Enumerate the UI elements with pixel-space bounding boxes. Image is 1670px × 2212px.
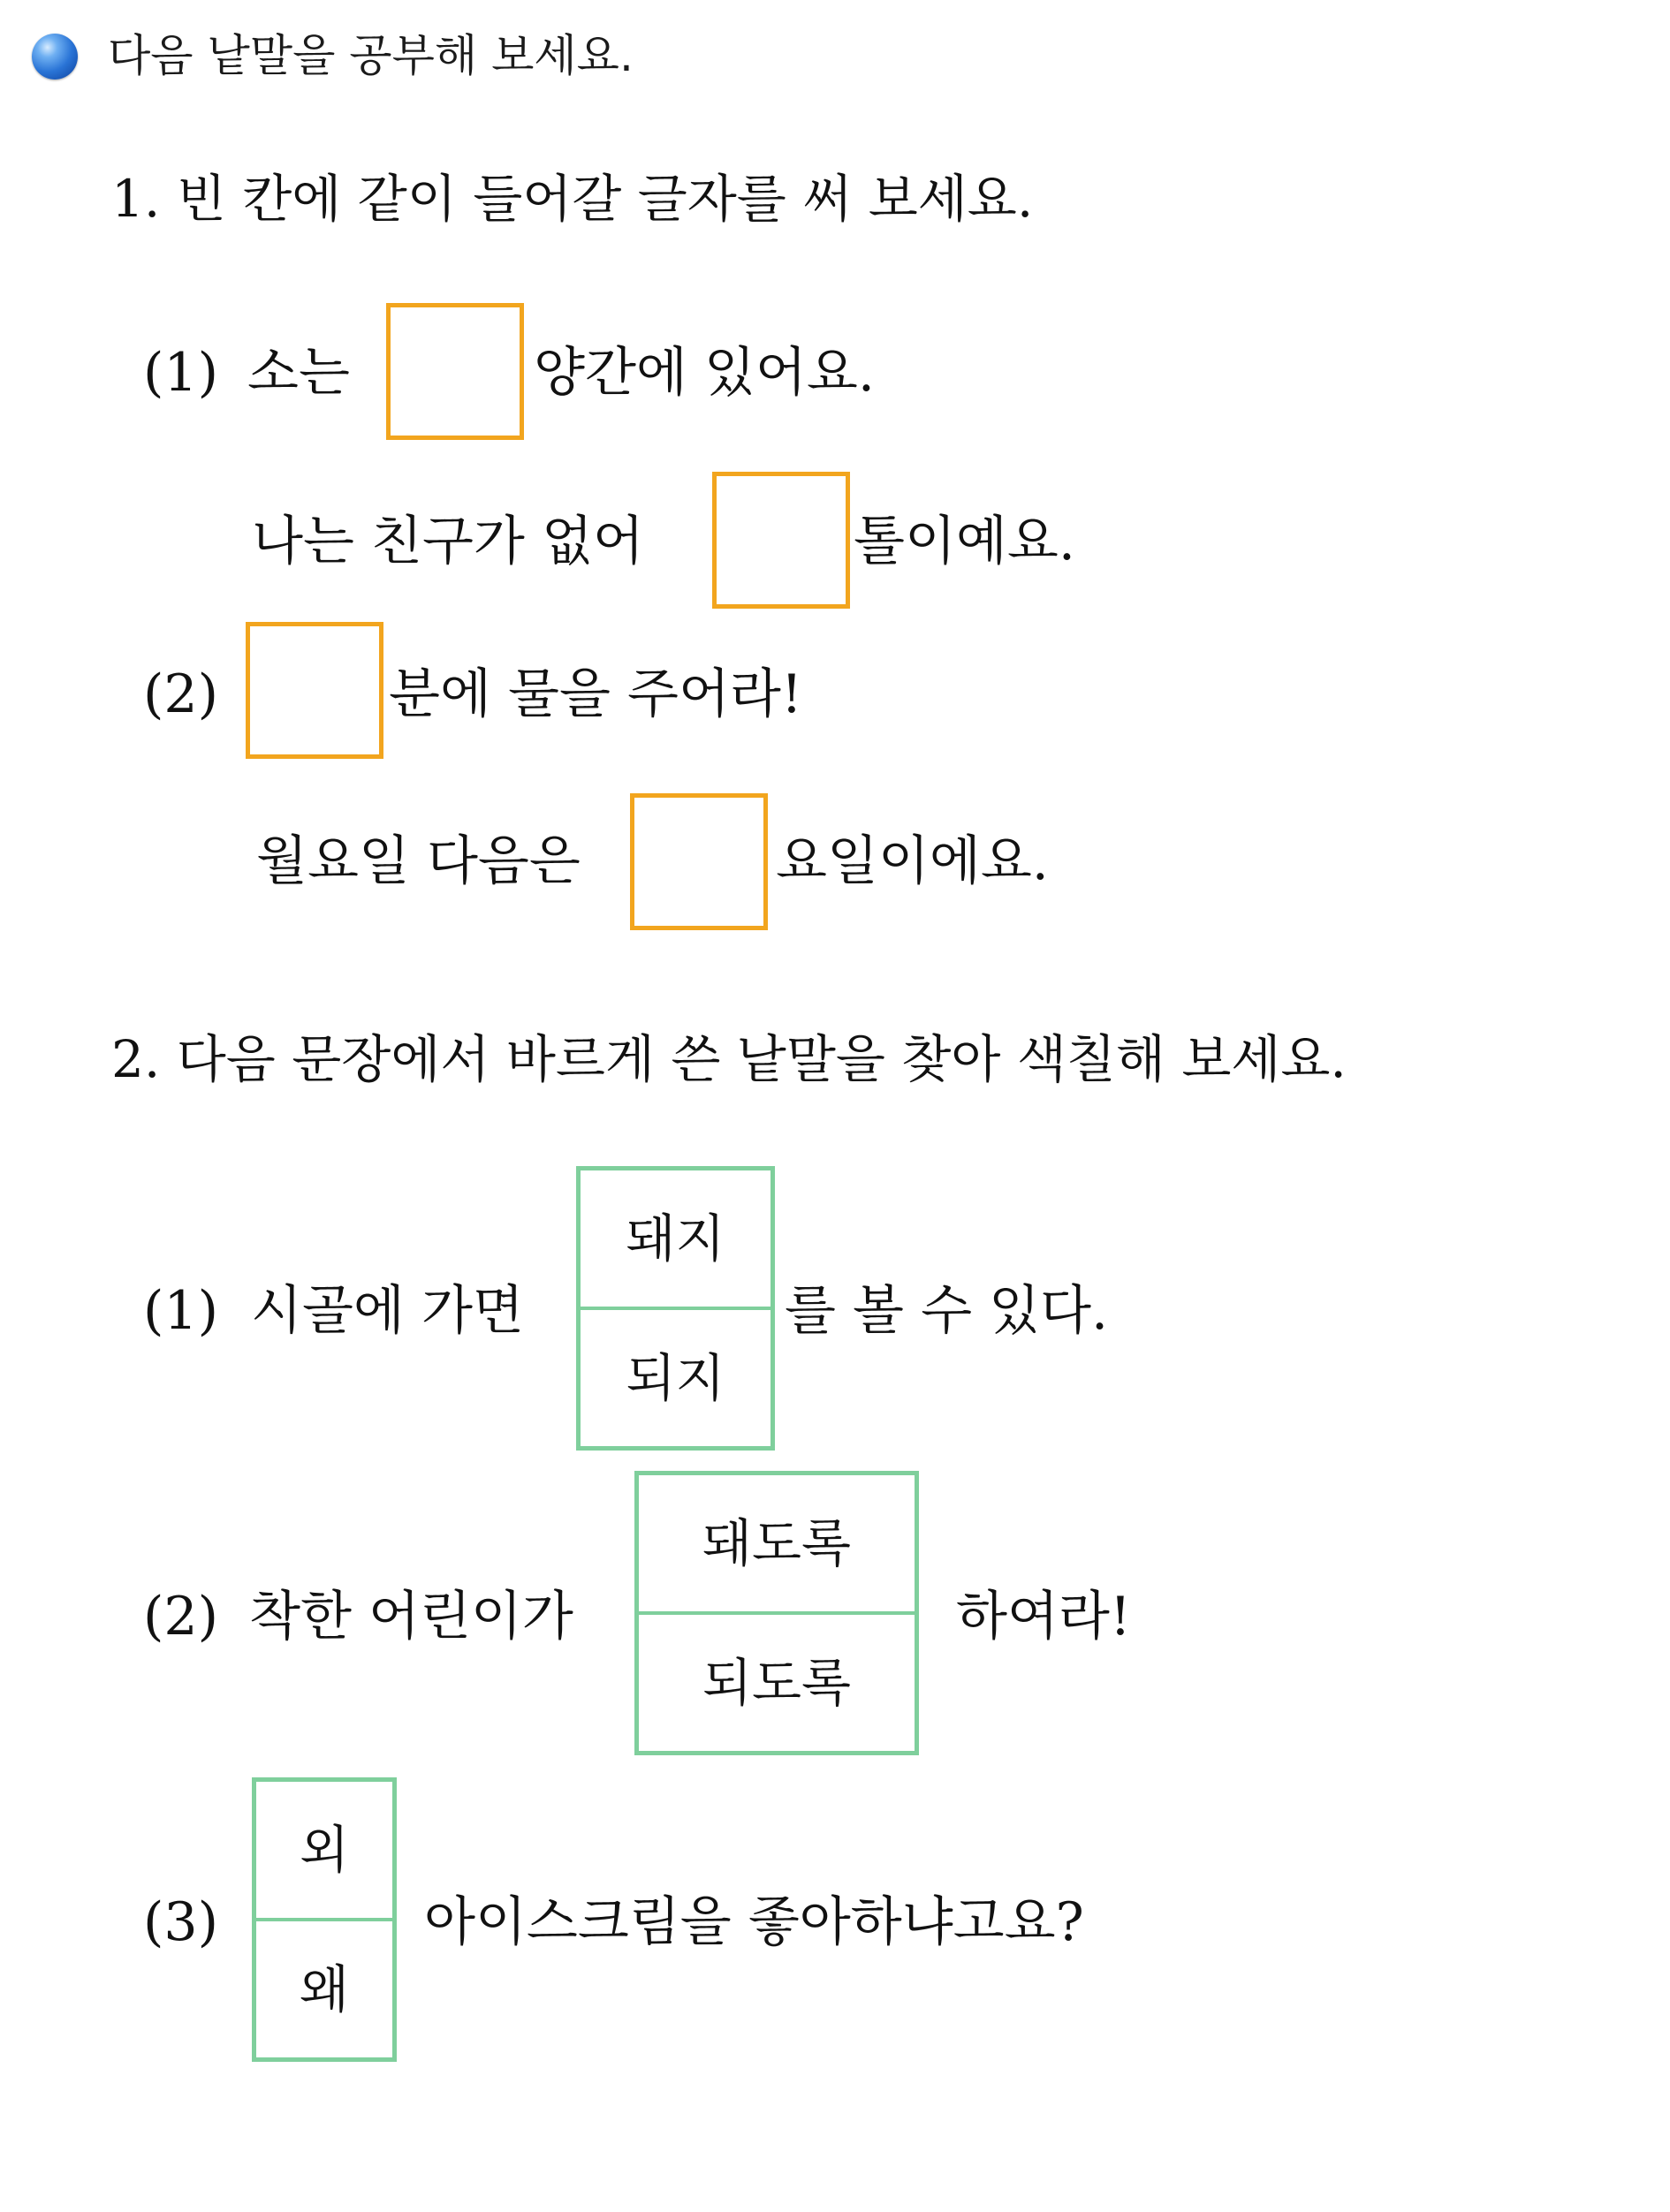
q2-item-3-number: (3) (143, 1891, 218, 1953)
q2-item-2-option-1[interactable]: 돼도록 (639, 1475, 915, 1613)
q2-item-1-option-2[interactable]: 되지 (581, 1308, 770, 1446)
q1-item-1-line1-before: 소는 (247, 342, 350, 404)
q2-item-2-option-2[interactable]: 되도록 (639, 1613, 915, 1751)
bullet-icon (32, 34, 78, 80)
q1-item-2-number: (2) (143, 663, 218, 725)
q2-item-1-number: (1) (143, 1280, 218, 1342)
q2-item-2-before: 착한 어린이가 (249, 1586, 573, 1648)
q1-item-2-line1-after: 분에 물을 주어라! (389, 663, 802, 725)
q2-item-2-number: (2) (143, 1586, 218, 1648)
q2-item-3-option-2[interactable]: 왜 (256, 1920, 392, 2057)
q1-item-1-line2-after: 톨이예요. (854, 511, 1075, 572)
q2-item-3-option-1[interactable]: 외 (256, 1782, 392, 1920)
q1-item-1-line1-after: 양간에 있어요. (534, 342, 875, 404)
instruction-header: 다음 낱말을 공부해 보세요. (108, 30, 634, 81)
q1-item-1-number: (1) (143, 342, 218, 404)
q2-item-2-after: 하여라! (956, 1586, 1131, 1648)
q1-item-2-blank-2[interactable] (630, 793, 768, 930)
q1-item-2-line2-after: 요일이에요. (776, 830, 1049, 892)
question-1-title: 1. 빈 칸에 같이 들어갈 글자를 써 보세요. (111, 169, 1034, 229)
q2-item-1-before: 시골에 가면 (251, 1280, 524, 1342)
q1-item-1-line2-before: 나는 친구가 없어 (252, 511, 644, 572)
q2-item-3-after: 아이스크림을 좋아하냐고요? (424, 1891, 1084, 1953)
q2-item-2-choice-box (634, 1471, 919, 1755)
question-2-title: 2. 다음 문장에서 바르게 쓴 낱말을 찾아 색칠해 보세요. (111, 1029, 1347, 1089)
q1-item-1-blank[interactable] (386, 303, 524, 440)
q2-item-1-after: 를 볼 수 있다. (785, 1280, 1109, 1342)
q1-item-2-line2-before: 월요일 다음은 (256, 830, 581, 892)
q1-item-2-blank[interactable] (246, 622, 383, 759)
q2-item-3-choice-box (252, 1777, 397, 2062)
q1-item-1-blank-2[interactable] (712, 472, 850, 609)
q2-item-1-choice-box (576, 1166, 775, 1451)
q2-item-1-option-1[interactable]: 돼지 (581, 1170, 770, 1308)
